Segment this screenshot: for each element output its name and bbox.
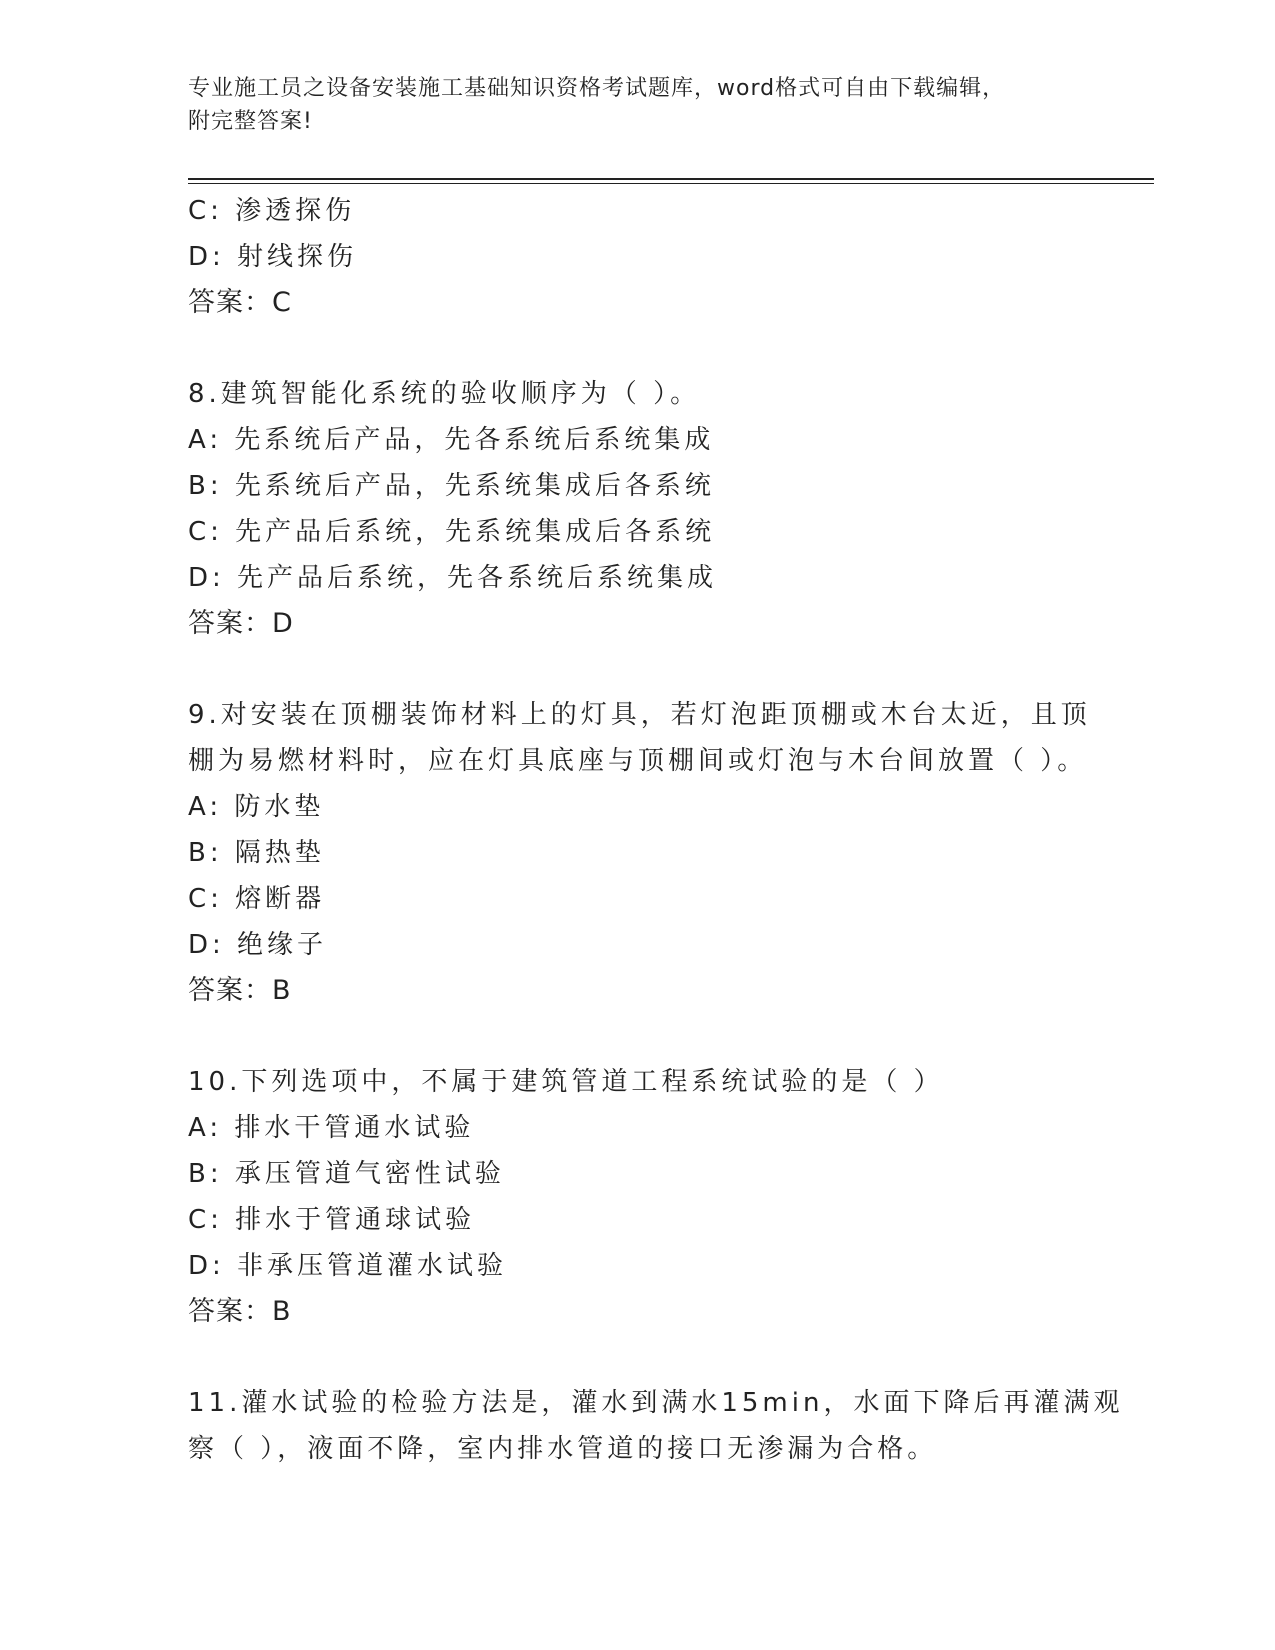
q10-option-a: A: 排水干管通水试验 (188, 1113, 475, 1143)
q10-answer: 答案：B (188, 1296, 292, 1327)
question-list (188, 188, 1124, 1472)
q8-option-b: B: 先系统后产品，先系统集成后各系统 (188, 471, 715, 501)
question-11 (188, 1380, 1124, 1472)
q8-option-d: D: 先产品后系统，先各系统后系统集成 (188, 563, 718, 593)
q8-option-c: C: 先产品后系统，先系统集成后各系统 (188, 517, 716, 547)
question-7 (188, 188, 1088, 326)
q10-option-c: C: 排水于管通球试验 (188, 1205, 476, 1235)
question-10 (188, 1059, 1088, 1335)
spacer (188, 1014, 1088, 1059)
q9-option-d: D: 绝缘子 (188, 930, 328, 960)
spacer (188, 1335, 1088, 1380)
q7-answer: 答案：C (188, 287, 292, 318)
q9-question-line-1: 9.对安装在顶棚装饰材料上的灯具，若灯泡距顶棚或木台太近，且顶 (188, 700, 1091, 730)
q8-question: 8.建筑智能化系统的验收顺序为（ ）。 (188, 379, 701, 409)
spacer (188, 647, 1088, 692)
q9-answer: 答案：B (188, 975, 292, 1006)
q9-option-b: B: 隔热垫 (188, 838, 325, 868)
q9-option-a: A: 防水垫 (188, 792, 325, 822)
q7-option-d: D: 射线探伤 (188, 242, 358, 272)
header-divider-thick (188, 178, 1154, 180)
q9-question-line-2: 棚为易燃材料时，应在灯具底座与顶棚间或灯泡与木台间放置（ ）。 (188, 746, 1088, 776)
document-header (188, 72, 1068, 138)
q10-option-b: B: 承压管道气密性试验 (188, 1159, 505, 1189)
q8-option-a: A: 先系统后产品，先各系统后系统集成 (188, 425, 715, 455)
header-title-line-2: 附完整答案! (188, 109, 313, 134)
question-8 (188, 371, 1088, 647)
q9-option-c: C: 熔断器 (188, 884, 326, 914)
q11-question-line-1: 11.灌水试验的检验方法是，灌水到满水15min，水面下降后再灌满观 (188, 1388, 1124, 1418)
question-9 (188, 692, 1091, 1014)
q7-option-c: C: 渗透探伤 (188, 196, 356, 226)
q10-question: 10.下列选项中，不属于建筑管道工程系统试验的是（ ） (188, 1067, 944, 1097)
header-divider-thin (188, 183, 1154, 184)
header-title-line-1: 专业施工员之设备安装施工基础知识资格考试题库，word格式可自由下载编辑， (188, 76, 1006, 101)
q8-answer: 答案：D (188, 608, 294, 639)
q10-option-d: D: 非承压管道灌水试验 (188, 1251, 508, 1281)
spacer (188, 326, 1088, 371)
q11-question-line-2: 察（ ），液面不降，室内排水管道的接口无渗漏为合格。 (188, 1434, 938, 1464)
